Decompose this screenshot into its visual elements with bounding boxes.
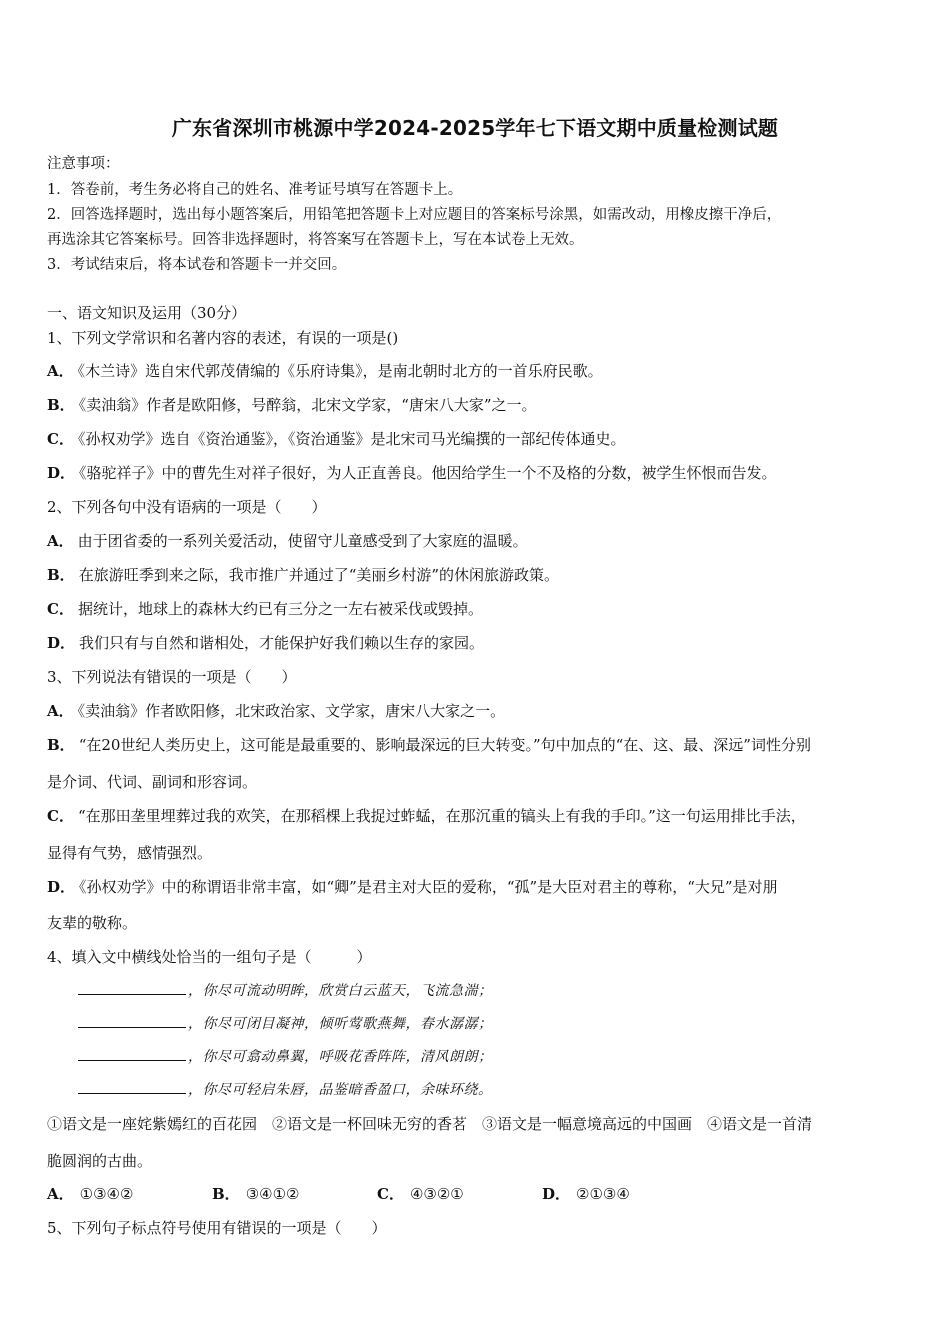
notice-item: 3．考试结束后，将本试卷和答题卡一并交回。 (47, 257, 347, 273)
q4-choice-a (47, 1183, 133, 1204)
answer-blank (78, 1079, 186, 1094)
option-label: D． (47, 634, 76, 652)
q1-option-d (47, 462, 777, 483)
q4-choice-c (377, 1183, 464, 1204)
option-label: B． (47, 396, 75, 414)
q3-option-d (47, 876, 778, 897)
option-text: 据统计，地球上的森林大约已有三分之一左右被采伐或毁掉。 (77, 600, 483, 618)
section-heading: 一、语文知识及运用（30分） (47, 304, 247, 322)
option-label: C． (47, 807, 74, 825)
option-label: C． (47, 600, 74, 618)
q3-option-a (47, 700, 505, 721)
choice-text: ④③②① (409, 1185, 464, 1203)
fill-blank-line (78, 1013, 493, 1033)
option-label: A． (47, 362, 74, 380)
notice-item: 1．答卷前，考生务必将自己的姓名、准考证号填写在答题卡上。 (47, 182, 463, 198)
notice-heading: 注意事项： (47, 156, 120, 172)
option-text: 《卖油翁》作者欧阳修，北宋政治家、文学家，唐宋八大家之一。 (77, 702, 506, 720)
blank-line-text: ，你尽可闭目凝神，倾听莺歌燕舞，春水潺潺； (188, 1016, 493, 1032)
question-3-stem: 3、下列说法有错误的一项是（ ） (47, 668, 297, 686)
option-text: 《孙权劝学》中的称谓语非常丰富，如“卿”是君主对大臣的爱称，“孤”是大臣对君主的尊称，“大兄”是对朋 (79, 878, 778, 896)
blank-line-text: ，你尽可翕动鼻翼，呼吸花香阵阵，清风朗朗； (188, 1049, 493, 1065)
option-text: 《骆驼祥子》中的曹先生对祥子很好，为人正直善良。他因给学生一个不及格的分数，被学生怀恨而告发。 (79, 464, 777, 482)
q2-option-d (47, 632, 484, 653)
q4-sentences-cont: 脆圆润的古曲。 (47, 1152, 153, 1170)
answer-blank (78, 1046, 186, 1061)
question-2-stem: 2、下列各句中没有语病的一项是（ ） (47, 498, 327, 516)
q4-sentences: ①语文是一座姹紫嫣红的百花园 ②语文是一杯回味无穷的香茗 ③语文是一幅意境高远的中国画 ④语文是一首清 (47, 1115, 813, 1133)
fill-blank-line (78, 980, 493, 1000)
choice-label: C． (377, 1185, 404, 1203)
answer-blank (78, 1013, 186, 1028)
q3-option-b (47, 734, 811, 755)
fill-blank-line (78, 1046, 493, 1066)
question-1-stem: 1、下列文学常识和名著内容的表述，有误的一项是() (47, 329, 399, 347)
q3-option-c-cont: 显得有气势，感情强烈。 (47, 844, 213, 862)
choice-text: ②①③④ (576, 1185, 630, 1203)
choice-label: A． (47, 1185, 74, 1203)
option-label: B． (47, 566, 75, 584)
option-text: 在旅游旺季到来之际，我市推广并通过了“美丽乡村游”的休闲旅游政策。 (78, 566, 560, 584)
option-text: 《孙权劝学》选自《资治通鉴》，《资治通鉴》是北宋司马光编撰的一部纪传体通史。 (77, 430, 626, 448)
option-text: 我们只有与自然和谐相处，才能保护好我们赖以生存的家园。 (79, 634, 485, 652)
q4-choice-d (542, 1183, 630, 1204)
choice-text: ③④①② (245, 1185, 300, 1203)
question-4-stem: 4、填入文中横线处恰当的一组句子是（ ） (47, 948, 372, 966)
notice-item: 再选涂其它答案标号。回答非选择题时，将答案写在答题卡上，写在本试卷上无效。 (47, 232, 584, 248)
notice-item: 2．回答选择题时，选出每小题答案后，用铅笔把答题卡上对应题目的答案标号涂黑，如需改动，用橡皮擦干净后， (47, 207, 782, 223)
q2-option-c (47, 598, 483, 619)
q1-option-c (47, 428, 625, 449)
choice-text: ①③④② (79, 1185, 134, 1203)
q1-option-a (47, 360, 603, 381)
q4-choice-b (212, 1183, 299, 1204)
q2-option-b (47, 564, 559, 585)
blank-line-text: ，你尽可流动明眸，欣赏白云蓝天，飞流急湍； (188, 983, 493, 999)
option-text: 《木兰诗》选自宋代郭茂倩编的《乐府诗集》，是南北朝时北方的一首乐府民歌。 (77, 362, 603, 380)
choice-label: D． (542, 1185, 571, 1203)
option-label: D． (47, 464, 76, 482)
option-label: B． (47, 736, 75, 754)
answer-blank (78, 980, 186, 995)
option-label: A． (47, 702, 74, 720)
choice-label: B． (212, 1185, 240, 1203)
option-label: A． (47, 532, 74, 550)
option-text: 由于团省委的一系列关爱活动，使留守儿童感受到了大家庭的温暖。 (77, 532, 528, 550)
q2-option-a (47, 530, 528, 551)
option-text: “在20世纪人类历史上，这可能是最重要的、影响最深远的巨大转变。”句中加点的“在、这、最、深远”词性分别 (78, 736, 811, 754)
option-label: D． (47, 878, 76, 896)
option-text: 《卖油翁》作者是欧阳修，号醉翁，北宋文学家，“唐宋八大家”之一。 (78, 396, 537, 414)
page-title: 广东省深圳市桃源中学2024-2025学年七下语文期中质量检测试题 (171, 116, 779, 140)
option-label: C． (47, 430, 74, 448)
question-5-stem: 5、下列句子标点符号使用有错误的一项是（ ） (47, 1219, 387, 1237)
q3-option-c (47, 805, 806, 826)
q3-option-d-cont: 友辈的敬称。 (47, 914, 138, 932)
q3-option-b-cont: 是介词、代词、副词和形容词。 (47, 773, 258, 791)
blank-line-text: ，你尽可轻启朱唇，品鉴暗香盈口，余味环绕。 (188, 1082, 493, 1098)
option-text: “在那田垄里埋葬过我的欢笑，在那稻棵上我捉过蚱蜢，在那沉重的镐头上有我的手印。”这一句运用排比手法， (77, 807, 806, 825)
q1-option-b (47, 394, 537, 415)
fill-blank-line (78, 1079, 493, 1099)
